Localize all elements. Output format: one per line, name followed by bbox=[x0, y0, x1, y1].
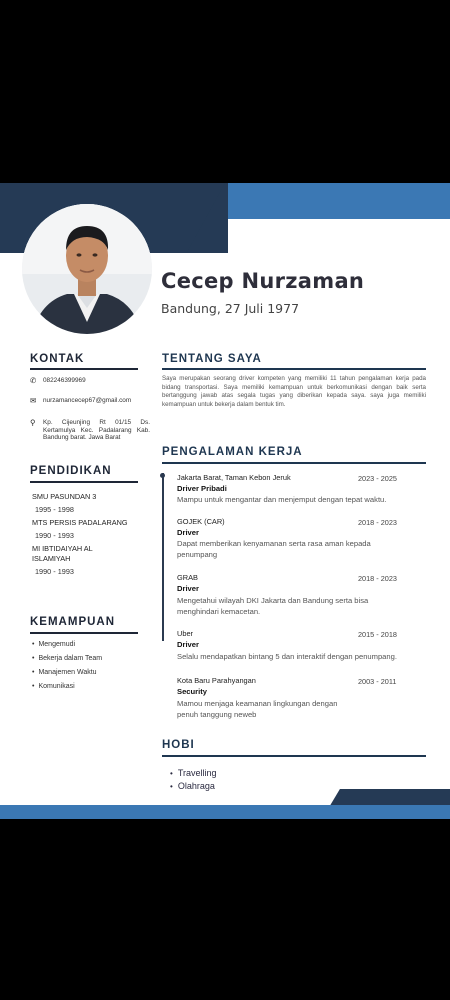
education-item: SMU PASUNDAN 3 1995 - 1998 bbox=[32, 492, 97, 514]
job-company: Kota Baru Parahyangan bbox=[177, 676, 256, 685]
hobby-item: • Olahraga bbox=[170, 781, 215, 791]
job-role: Driver bbox=[177, 584, 199, 593]
job-role: Driver Pribadi bbox=[177, 484, 227, 493]
resume-page bbox=[0, 183, 450, 819]
hobby-item: • Travelling bbox=[170, 768, 217, 778]
experience-heading: PENGALAMAN KERJA bbox=[162, 446, 303, 458]
phone-icon: ✆ bbox=[30, 376, 37, 385]
job-description: Mampu untuk mengantar dan menjemput dengan tepat waktu. bbox=[177, 495, 387, 504]
job-description: Selalu mendapatkan bintang 5 dan interaktif dengan penumpang. bbox=[177, 652, 397, 661]
mail-icon: ✉ bbox=[30, 396, 37, 405]
education-heading: PENDIDIKAN bbox=[30, 465, 112, 477]
contact-heading: KONTAK bbox=[30, 353, 85, 365]
contact-email: ✉ nurzamancecep67@gmail.com bbox=[30, 396, 132, 405]
job-company: Uber bbox=[177, 629, 194, 638]
job-years: 2003 - 2011 bbox=[358, 677, 397, 686]
profile-photo bbox=[22, 204, 152, 334]
contact-phone: ✆ 082246399969 bbox=[30, 376, 86, 385]
skill-item: • Komunikasi bbox=[32, 683, 75, 690]
skill-item: • Manajemen Waktu bbox=[32, 669, 97, 676]
education-item: MTS PERSIS PADALARANG 1990 - 1993 bbox=[32, 518, 128, 540]
job-role: Driver bbox=[177, 528, 199, 537]
birth-place-date: Bandung, 27 Juli 1977 bbox=[161, 301, 300, 316]
education-item: MI IBTIDAIYAH AL ISLAMIYAH 1990 - 1993 bbox=[32, 544, 93, 576]
experience-timeline bbox=[162, 473, 164, 641]
job-years: 2018 - 2023 bbox=[358, 518, 397, 527]
job-role: Driver bbox=[177, 640, 199, 649]
job-years: 2015 - 2018 bbox=[358, 630, 397, 639]
resume-name: Cecep Nurzaman bbox=[161, 269, 365, 293]
job-description: Mamou menjaga keamanan lingkungan dengan penuh tanggung neweb bbox=[177, 699, 338, 719]
about-text: Saya merupakan seorang driver kompeten yang memiliki 11 tahun pengalaman kerja pada bidang transportasi. Saya memiliki kemampuan untuk berkomunikasi dengan baik serta bertanggung jawab atas segala tugas yang diberikan kepada saya. saya juga memiliki kemampuan untuk bekerja dalam bentuk tim. bbox=[162, 375, 426, 408]
about-heading: TENTANG SAYA bbox=[162, 353, 262, 365]
contact-rule bbox=[30, 368, 138, 370]
job-years: 2023 - 2025 bbox=[358, 474, 397, 483]
job-description: Dapat memberikan kenyamanan serta rasa aman kepada penumpang bbox=[177, 539, 371, 559]
job-description: Mengetahui wilayah DKI Jakarta dan Bandung serta bisa menghindari kemacetan. bbox=[177, 596, 369, 616]
job-years: 2018 - 2023 bbox=[358, 574, 397, 583]
job-company: Jakarta Barat, Taman Kebon Jeruk bbox=[177, 473, 291, 482]
skills-rule bbox=[30, 632, 138, 634]
timeline-dot bbox=[160, 473, 165, 478]
job-company: GRAB bbox=[177, 573, 198, 582]
hobbies-rule bbox=[162, 755, 426, 757]
hobbies-heading: HOBI bbox=[162, 739, 195, 751]
location-pin-icon: ⚲ bbox=[30, 418, 36, 427]
job-role: Security bbox=[177, 687, 207, 696]
footer-blue-band bbox=[0, 805, 450, 819]
skills-heading: KEMAMPUAN bbox=[30, 616, 116, 628]
skill-item: • Mengemudi bbox=[32, 641, 75, 648]
skill-item: • Bekerja dalam Team bbox=[32, 655, 102, 662]
experience-rule bbox=[162, 462, 426, 464]
job-company: GOJEK (CAR) bbox=[177, 517, 225, 526]
about-rule bbox=[162, 368, 426, 370]
contact-address: ⚲ Kp. Cijeunjing Rt 01/15 Ds. Kertamulya Kec. Padalarang Kab. Bandung barat. Jawa Barat bbox=[30, 418, 150, 442]
education-rule bbox=[30, 481, 138, 483]
